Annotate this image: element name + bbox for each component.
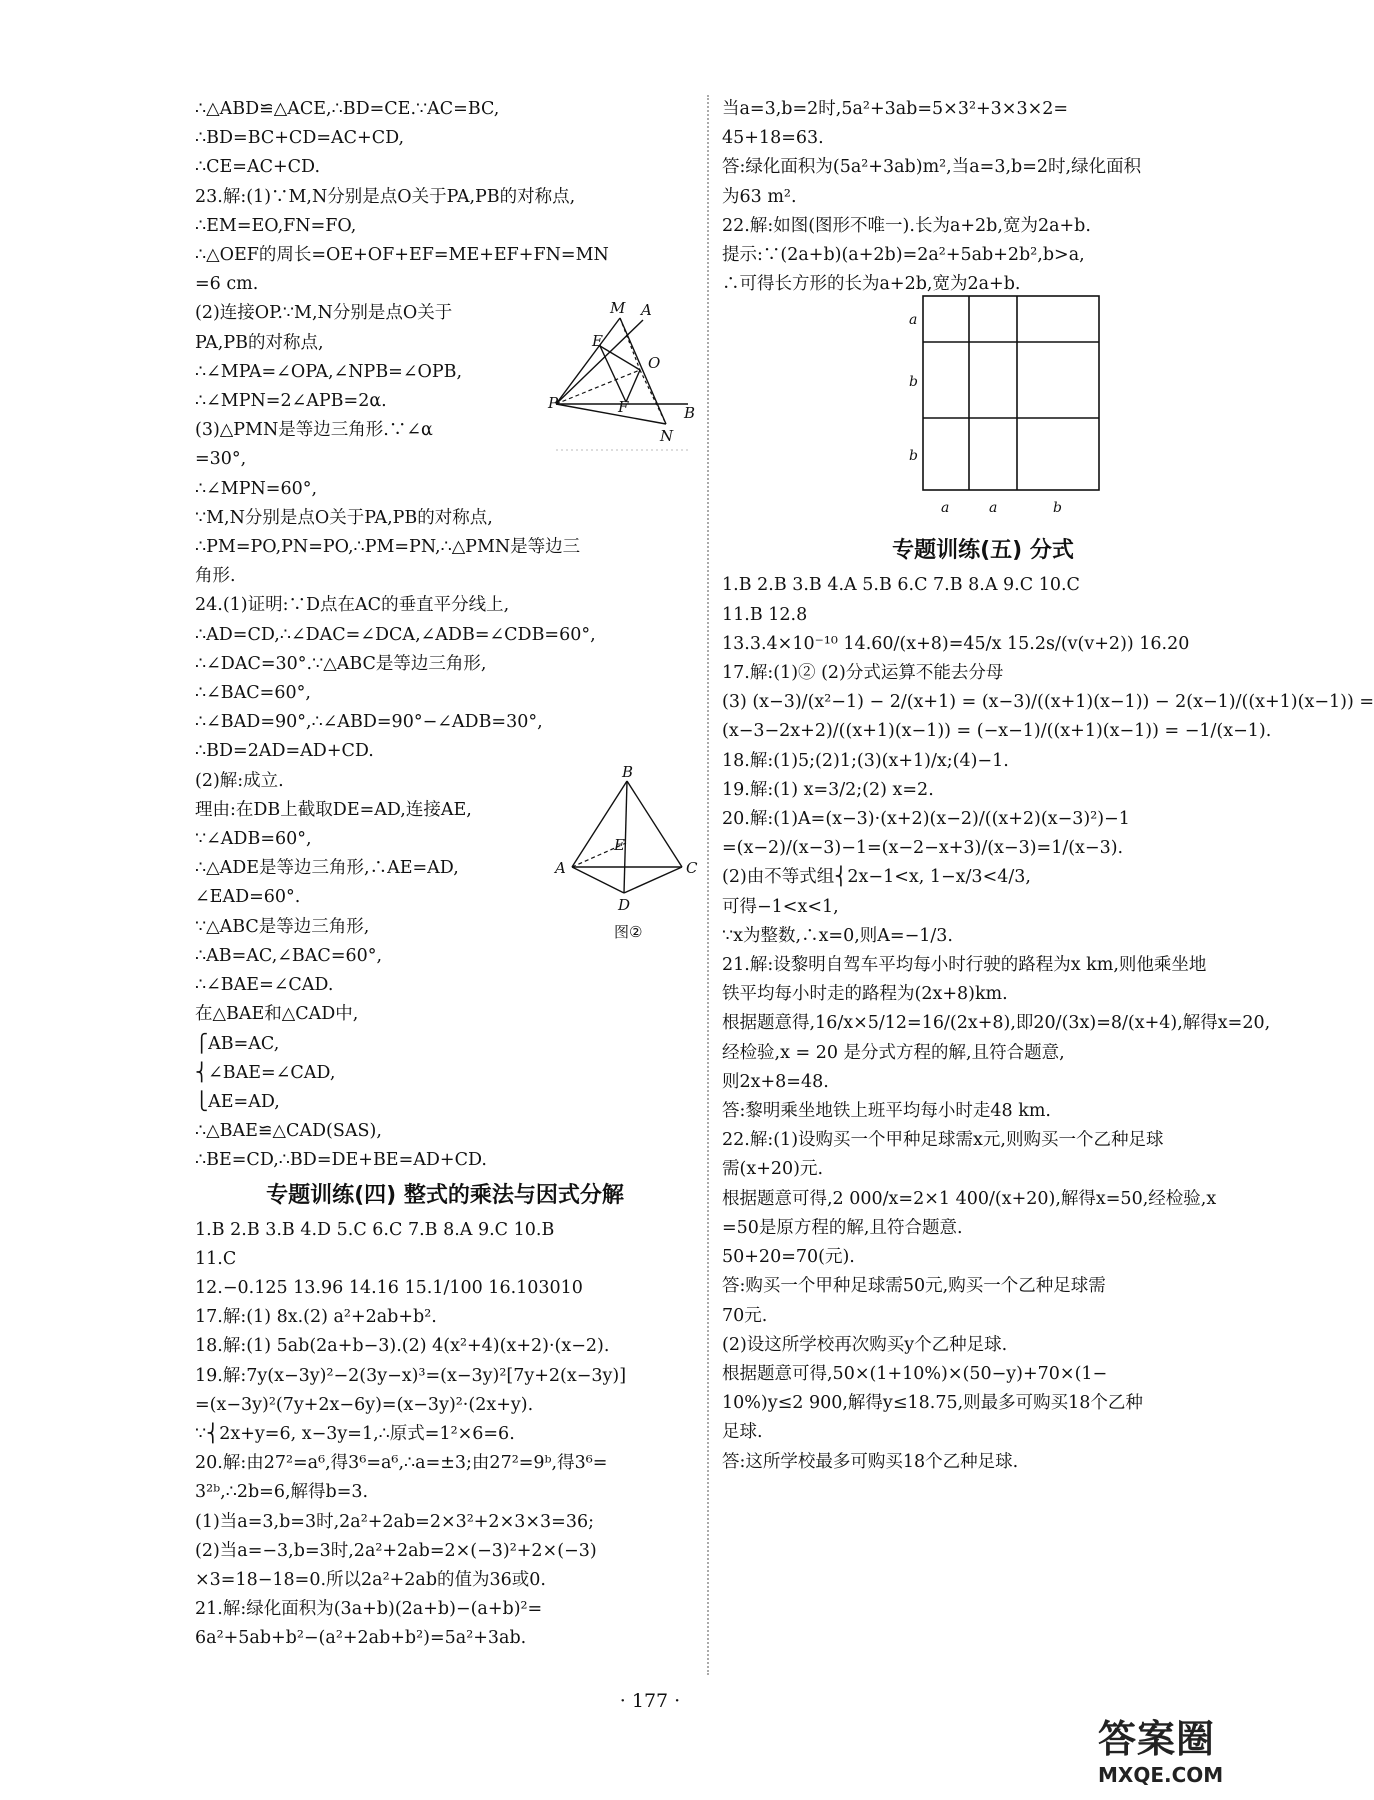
- solution-line: ∴∠BAC=60°,: [195, 683, 311, 704]
- solution-line: ∴PM=PO,PN=PO,∴PM=PN,∴△PMN是等边三: [195, 537, 581, 558]
- solution-line: 12.−0.125 13.96 14.16 15.1/100 16.103010: [195, 1277, 583, 1298]
- problem-start-line: 23.解:(1)∵M,N分别是点O关于PA,PB的对称点,: [195, 186, 576, 207]
- solution-line: 根据题意得,16/x×5/12=16/(2x+8),即20/(3x)=8/(x+4),解得x=20,: [722, 1013, 1271, 1034]
- solution-line: 17.解:(1) 8x.(2) a²+2ab+b².: [195, 1307, 437, 1328]
- watermark-logo: [1098, 1708, 1223, 1787]
- page-number: · 177 ·: [619, 1690, 681, 1712]
- solution-line: 根据题意可得,50×(1+10%)×(50−y)+70×(1−: [722, 1363, 1108, 1384]
- solution-line: ∴△BAE≌△CAD(SAS),: [195, 1121, 382, 1142]
- figure-24-diagram: [550, 765, 700, 945]
- fig24-label-b: B: [622, 763, 634, 781]
- solution-line: 20.解:(1)A=(x−3)·(x+2)(x−2)/((x+2)(x−3)²)−1: [722, 809, 1130, 830]
- solution-line: 提示:∵(2a+b)(a+2b)=2a²+5ab+2b²,b>a,: [722, 245, 1085, 266]
- solution-line: 22.解:如图(图形不唯一).长为a+2b,宽为2a+b.: [722, 215, 1091, 236]
- solution-line: 50+20=70(元).: [722, 1247, 855, 1268]
- watermark-line2: MXQE.COM: [1098, 1763, 1224, 1787]
- solution-line: 足球.: [722, 1422, 763, 1443]
- solution-line: 铁平均每小时走的路程为(2x+8)km.: [722, 984, 1008, 1005]
- solution-line: ∴EM=EO,FN=FO,: [195, 215, 357, 236]
- solution-line: PA,PB的对称点,: [195, 332, 324, 353]
- solution-line: 在△BAE和△CAD中,: [195, 1004, 359, 1025]
- solution-line: ∵△ABC是等边三角形,: [195, 916, 370, 937]
- solution-line: 11.C: [195, 1248, 237, 1269]
- solution-line: ∴∠BAD=90°,∴∠ABD=90°−∠ADB=30°,: [195, 712, 543, 733]
- solution-line: 理由:在DB上截取DE=AD,连接AE,: [195, 799, 472, 820]
- fig24-caption: 图②: [614, 923, 643, 941]
- solution-line: ⎩AE=AD,: [195, 1091, 280, 1112]
- solution-line: (3) (x−3)/(x²−1) − 2/(x+1) = (x−3)/((x+1)(x−1)) − 2(x−1)/((x+1)(x−1)) =: [722, 692, 1374, 713]
- fig24-label-a: A: [555, 859, 566, 877]
- solution-line: (2)连接OP.∵M,N分别是点O关于: [195, 303, 453, 324]
- solution-line: ∴△OEF的周长=OE+OF+EF=ME+EF+FN=MN: [195, 245, 609, 266]
- fig24-label-e: E: [614, 836, 625, 854]
- solution-line: ×3=18−18=0.所以2a²+2ab的值为36或0.: [195, 1569, 546, 1590]
- solution-line: ∵x为整数,∴x=0,则A=−1/3.: [722, 925, 953, 946]
- solution-line: 1.B 2.B 3.B 4.D 5.C 6.C 7.B 8.A 9.C 10.B: [195, 1219, 555, 1240]
- solution-line: (x−3−2x+2)/((x+1)(x−1)) = (−x−1)/((x+1)(x−1)) = −1/(x−1).: [722, 721, 1272, 742]
- solution-line: 可得−1<x<1,: [722, 896, 839, 917]
- solution-line: 需(x+20)元.: [722, 1159, 824, 1180]
- fig23-label-e: E: [592, 332, 603, 350]
- solution-line: =50是原方程的解,且符合题意.: [722, 1217, 963, 1238]
- solution-line: ∴∠DAC=30°.∵△ABC是等边三角形,: [195, 653, 487, 674]
- solution-line: 6a²+5ab+b²−(a²+2ab+b²)=5a²+3ab.: [195, 1628, 527, 1649]
- solution-line: 为63 m².: [722, 186, 797, 207]
- fig24-label-d: D: [618, 896, 631, 914]
- solution-line: 22.解:(1)设购买一个甲种足球需x元,则购买一个乙种足球: [722, 1130, 1164, 1151]
- fig23-label-f: F: [618, 398, 629, 416]
- fig23-label-p: P: [548, 394, 559, 412]
- solution-line: ∠EAD=60°.: [195, 887, 301, 908]
- solution-line: 则2x+8=48.: [722, 1071, 829, 1092]
- solution-line: ∴AB=AC,∠BAC=60°,: [195, 945, 383, 966]
- solution-line: ⎨∠BAE=∠CAD,: [195, 1062, 336, 1083]
- rectangle-grid-figure: [905, 290, 1105, 520]
- solution-line: 17.解:(1)② (2)分式运算不能去分母: [722, 663, 1004, 684]
- solution-line: 11.B 12.8: [722, 604, 808, 625]
- solution-line: 角形.: [195, 566, 236, 587]
- solution-line: ∴∠BAE=∠CAD.: [195, 975, 334, 996]
- solution-line: ∴∠MPN=2∠APB=2α.: [195, 391, 387, 412]
- solution-line: ∴CE=AC+CD.: [195, 157, 321, 178]
- watermark-line1: 答案圈: [1098, 1717, 1216, 1761]
- solution-line: 答:绿化面积为(5a²+3ab)m²,当a=3,b=2时,绿化面积: [722, 157, 1142, 178]
- solution-line: 70元.: [722, 1305, 768, 1326]
- solution-line: 21.解:设黎明自驾车平均每小时行驶的路程为x km,则他乘坐地: [722, 955, 1207, 976]
- grid-left-label-b1: b: [909, 374, 918, 390]
- solution-line: (2)当a=−3,b=3时,2a²+2ab=2×(−3)²+2×(−3): [195, 1540, 597, 1561]
- section-title-4: 专题训练(四) 整式的乘法与因式分解: [266, 1182, 624, 1208]
- solution-line: 20.解:由27²=a⁶,得3⁶=a⁶,∴a=±3;由27²=9ᵇ,得3⁶=: [195, 1453, 608, 1474]
- solution-line: 答:黎明乘坐地铁上班平均每小时走48 km.: [722, 1101, 1051, 1122]
- section-title-5: 专题训练(五) 分式: [892, 538, 1074, 564]
- solution-line: =(x−2)/(x−3)−1=(x−2−x+3)/(x−3)=1/(x−3).: [722, 838, 1124, 859]
- solution-line: ∴BE=CD,∴BD=DE+BE=AD+CD.: [195, 1150, 487, 1171]
- solution-line: ∴△ADE是等边三角形,∴AE=AD,: [195, 858, 459, 879]
- solution-line: 19.解:(1) x=3/2;(2) x=2.: [722, 779, 934, 800]
- solution-line: ∵⎨2x+y=6, x−3y=1,∴原式=1²×6=6.: [195, 1423, 515, 1444]
- solution-line: 经检验,x = 20 是分式方程的解,且符合题意,: [722, 1042, 1065, 1063]
- solution-line: =30°,: [195, 449, 247, 470]
- fig23-label-o: O: [648, 354, 661, 372]
- solution-line: ∴BD=2AD=AD+CD.: [195, 741, 374, 762]
- solution-line: ⎧AB=AC,: [195, 1033, 280, 1054]
- solution-line: 18.解:(1) 5ab(2a+b−3).(2) 4(x²+4)(x+2)·(x−2).: [195, 1336, 610, 1357]
- solution-line: (1)当a=3,b=3时,2a²+2ab=2×3²+2×3×3=36;: [195, 1511, 594, 1532]
- fig23-label-b: B: [684, 404, 696, 422]
- solution-line: 19.解:7y(x−3y)²−2(3y−x)³=(x−3y)²[7y+2(x−3y)]: [195, 1365, 627, 1386]
- solution-line: 18.解:(1)5;(2)1;(3)(x+1)/x;(4)−1.: [722, 750, 1009, 771]
- grid-bottom-label-b: b: [1053, 500, 1062, 516]
- grid-left-label-b2: b: [909, 448, 918, 464]
- fig23-label-n: N: [660, 427, 674, 445]
- fig23-label-m: M: [610, 299, 626, 317]
- solution-line: ∴△ABD≌△ACE,∴BD=CE.∵AC=BC,: [195, 99, 500, 119]
- solution-line: =(x−3y)²(7y+2x−6y)=(x−3y)²·(2x+y).: [195, 1394, 534, 1415]
- solution-line: ∴AD=CD,∴∠DAC=∠DCA,∠ADB=∠CDB=60°,: [195, 624, 596, 645]
- fig24-label-c: C: [686, 859, 698, 877]
- grid-bottom-label-a2: a: [989, 500, 998, 516]
- fig23-label-a: A: [641, 301, 652, 319]
- grid-bottom-label-a1: a: [941, 500, 950, 516]
- solution-line: (2)设这所学校再次购买y个乙种足球.: [722, 1334, 1008, 1355]
- column-divider: [707, 95, 709, 1675]
- solution-line: 21.解:绿化面积为(3a+b)(2a+b)−(a+b)²=: [195, 1599, 543, 1620]
- problem-start-line: 24.(1)证明:∵D点在AC的垂直平分线上,: [195, 595, 510, 616]
- solution-line: 答:这所学校最多可购买18个乙种足球.: [722, 1451, 1019, 1472]
- solution-line: 3²ᵇ,∴2b=6,解得b=3.: [195, 1482, 369, 1503]
- figure-23-diagram: [548, 300, 698, 460]
- solution-line: ∵∠ADB=60°,: [195, 829, 312, 850]
- solution-line: ∴BD=BC+CD=AC+CD,: [195, 128, 405, 149]
- grid-left-label-a: a: [909, 312, 918, 328]
- solution-line: ∵M,N分别是点O关于PA,PB的对称点,: [195, 507, 493, 528]
- solution-line: 根据题意可得,2 000/x=2×1 400/(x+20),解得x=50,经检验,x: [722, 1188, 1217, 1209]
- solution-line: ∴可得长方形的长为a+2b,宽为2a+b.: [722, 274, 1021, 295]
- solution-line: 45+18=63.: [722, 128, 824, 149]
- solution-line: ∴∠MPN=60°,: [195, 478, 318, 499]
- solution-line: 13.3.4×10⁻¹⁰ 14.60/(x+8)=45/x 15.2s/(v(v+2)) 16.20: [722, 633, 1190, 654]
- solution-line: 10%)y≤2 900,解得y≤18.75,则最多可购买18个乙种: [722, 1393, 1143, 1414]
- solution-line: 答:购买一个甲种足球需50元,购买一个乙种足球需: [722, 1276, 1106, 1297]
- solution-line: 1.B 2.B 3.B 4.A 5.B 6.C 7.B 8.A 9.C 10.C: [722, 575, 1080, 596]
- solution-line: (3)△PMN是等边三角形.∵∠α: [195, 420, 433, 441]
- solution-line: (2)由不等式组⎨2x−1<x, 1−x/3<4/3,: [722, 867, 1031, 888]
- solution-line: 当a=3,b=2时,5a²+3ab=5×3²+3×3×2=: [722, 99, 1069, 119]
- solution-line: =6 cm.: [195, 274, 259, 295]
- solution-line: ∴∠MPA=∠OPA,∠NPB=∠OPB,: [195, 361, 463, 382]
- solution-line: (2)解:成立.: [195, 770, 284, 791]
